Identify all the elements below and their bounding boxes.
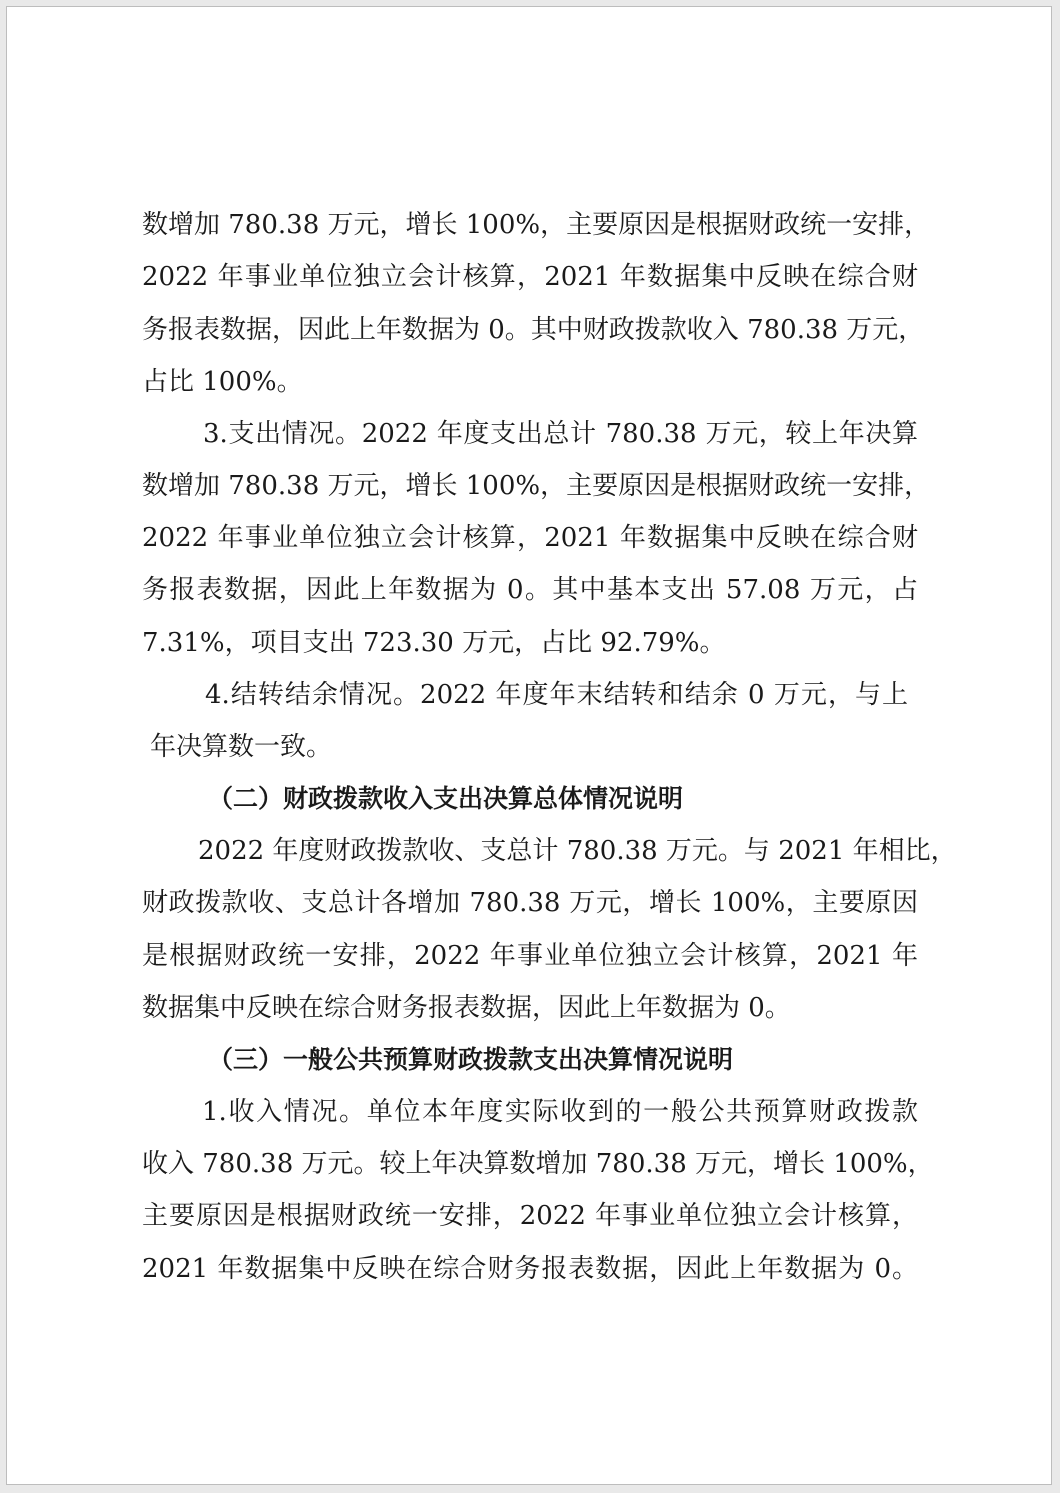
paragraph-line: 务报表数据，因此上年数据为 0。其中财政拨款收入 780.38 万元， [142, 315, 925, 345]
paragraph-line: 2022 年度财政拨款收、支总计 780.38 万元。与 2021 年相比， [198, 836, 957, 866]
paragraph-line: 数据集中反映在综合财务报表数据，因此上年数据为 0。 [142, 993, 791, 1023]
paragraph-line: 占比 100%。 [142, 367, 303, 397]
paragraph-line: 2022 年事业单位独立会计核算，2021 年数据集中反映在综合财 [142, 262, 918, 292]
paragraph-line: 7.31%，项目支出 723.30 万元，占比 92.79%。 [142, 628, 726, 658]
section-heading-2: （二）财政拨款收入支出决算总体情况说明 [208, 784, 684, 813]
paragraph-line: 主要原因是根据财政统一安排，2022 年事业单位独立会计核算， [142, 1201, 918, 1231]
paragraph-line: 务报表数据，因此上年数据为 0。其中基本支出 57.08 万元，占 [142, 575, 918, 605]
paragraph-line: 3.支出情况。2022 年度支出总计 780.38 万元，较上年决算 [203, 419, 918, 449]
paragraph-line: 2021 年数据集中反映在综合财务报表数据，因此上年数据为 0。 [142, 1254, 918, 1284]
paragraph-line: 4.结转结余情况。2022 年度年末结转和结余 0 万元，与上 [205, 680, 908, 710]
paragraph-line: 是根据财政统一安排，2022 年事业单位独立会计核算，2021 年 [142, 941, 918, 971]
paragraph-line: 收入 780.38 万元。较上年决算数增加 780.38 万元，增长 100%， [142, 1149, 934, 1179]
paragraph-line: 2022 年事业单位独立会计核算，2021 年数据集中反映在综合财 [142, 523, 918, 553]
section-heading-3: （三）一般公共预算财政拨款支出决算情况说明 [208, 1045, 734, 1074]
paragraph-line: 财政拨款收、支总计各增加 780.38 万元，增长 100%，主要原因 [142, 888, 918, 918]
paragraph-line: 数增加 780.38 万元，增长 100%，主要原因是根据财政统一安排， [142, 210, 931, 240]
paragraph-line: 年决算数一致。 [150, 732, 333, 762]
paragraph-line: 1.收入情况。单位本年度实际收到的一般公共预算财政拨款 [202, 1097, 918, 1127]
paragraph-line: 数增加 780.38 万元，增长 100%，主要原因是根据财政统一安排， [142, 471, 931, 501]
